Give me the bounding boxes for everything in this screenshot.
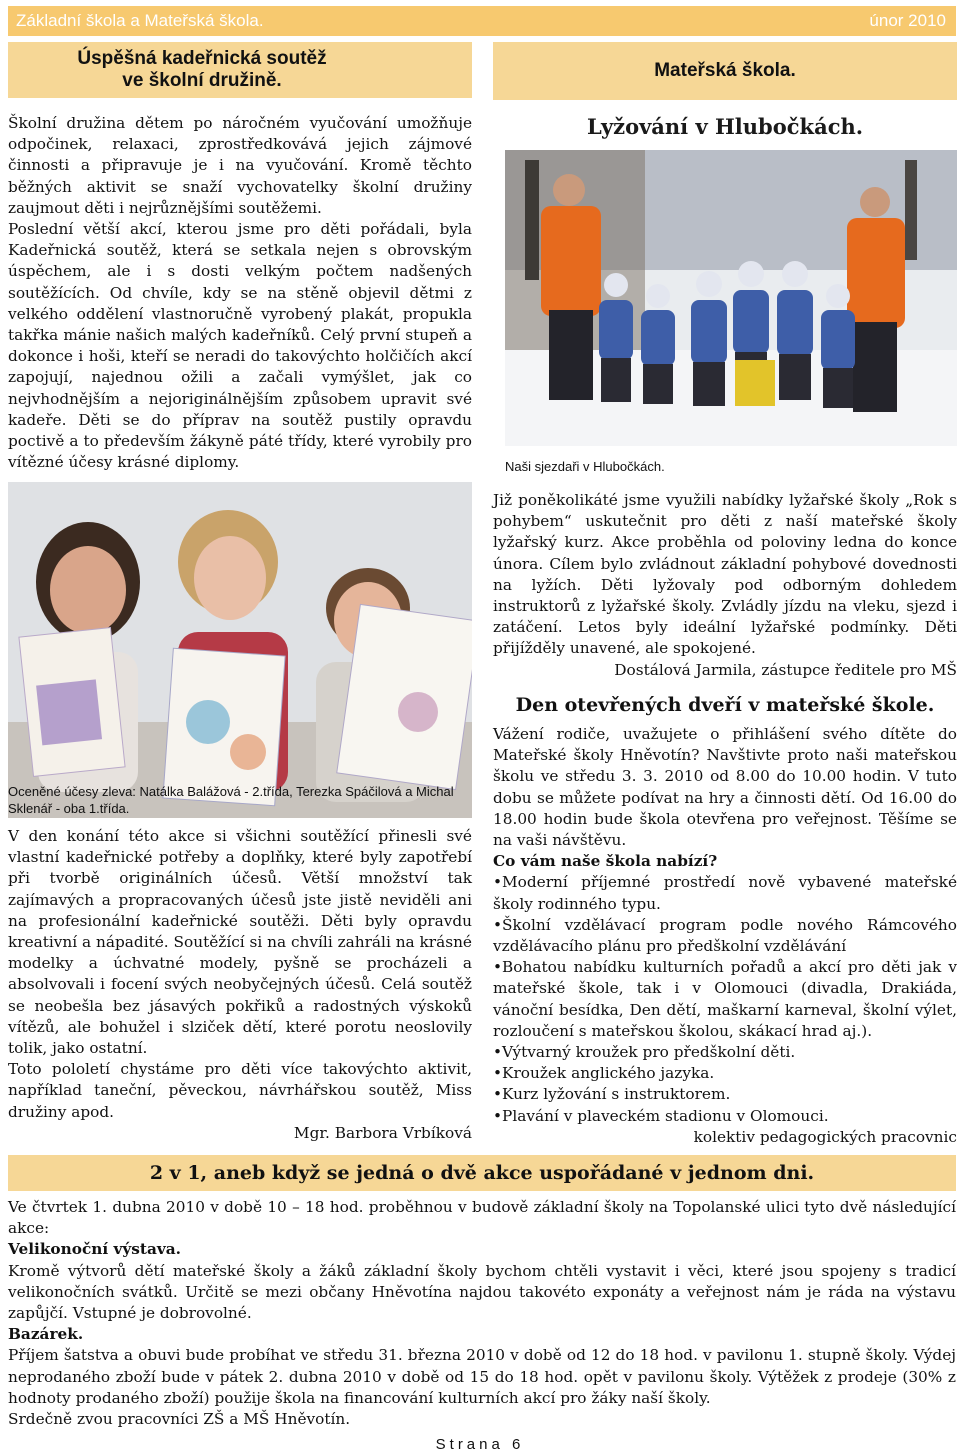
left-article-signature: Mgr. Barbora Vrbíková [293, 1123, 472, 1142]
left-article-title-box [8, 42, 472, 98]
left-article-para4: Toto pololetí chystáme pro děti více takovýchto aktivit, například taneční, pěveckou, návrhářskou soutěž, Miss družiny apod. [8, 1060, 472, 1121]
list-item: •Moderní příjemné prostředí nově vybavené mateřské školy rodinného typu. [493, 873, 957, 913]
bazaar-text: Příjem šatstva a obuvi bude probíhat ve středu 31. března 2010 v době od 12 do 18 hod. v pavilonu 1. stupně školy. Výdej neprodaného zboží bude v pátek 2. dubna 2010 v době od 15 do 18 hod. opět v pavilonu školy. Výtěžek z prodeje (30% z hodnoty prodaného zboží) použije škola na financování kulturních akcí pro žáky naší školy. [8, 1346, 956, 1407]
left-article-para1: Školní družina dětem po náročném vyučování umožňuje odpočinek, relaxaci, zprostředkovává jejich zájmové činnosti a připravuje je i na vyučování. Kromě těchto běžných aktivit se snaží vychovatelky školní družiny zaujmout děti i nejrůznějšími soutěžemi. [8, 114, 472, 217]
list-item: •Kroužek anglického jazyka. [493, 1064, 715, 1083]
open-house-para1: Vážení rodiče, uvažujete o přihlášení svého dítěte do Mateřské školy Hněvotín? Navštivte proto naši mateřskou školu ve středu 3. 3. 2010 od 8.00 do 10.00 hodin. V tuto dobu se můžete podívat na hry a činnosti dětí. Od 16.00 do 18.00 hodin bude škola otevřena pro veřejnost. Těšíme se na vaši návštěvu. [493, 725, 957, 850]
skiing-photo-illustration [505, 150, 957, 446]
skiing-photo [505, 150, 957, 446]
hairstyle-photo [8, 482, 472, 818]
open-house-body [493, 724, 957, 1148]
header-date: únor 2010 [869, 11, 946, 30]
left-article-body-bottom [8, 826, 472, 1144]
list-item: •Bohatou nabídku kulturních pořadů a akcí pro děti jak v mateřské škole, tak i v Olomouci (divadla, Drakiáda, vánoční besídka, Den dětí, maškarní karneval, školní výlet, rozloučení s mateřskou školou, skákací hrad aj.). [493, 958, 957, 1040]
hairstyle-photo-caption: Oceněné účesy zleva: Natálka Balážová - 2.třída, Terezka Spáčilová a Michal Sklenář - oba 1.třída. [8, 784, 454, 816]
left-article-title-line1: Úspěšná kadeřnická soutěž [77, 48, 327, 69]
bazaar-heading: Bazárek. [8, 1325, 84, 1344]
skiing-photo-caption: Naši sjezdaři v Hlubočkách. [505, 459, 665, 474]
skiing-article-body [493, 490, 957, 681]
right-section-title-box [493, 42, 957, 100]
bottom-article-title-bar [8, 1155, 956, 1191]
easter-exhibition-text: Kromě výtvorů dětí mateřské školy a žáků základní školy bychom chtěli vystavit i věci, které jsou spojeny s tradicí velikonočních svátků. Určitě se mezi občany Hněvotína najdou takovéto exponáty a veřejnost nám je ráda na výstavu zapůjčí. Vstupné je dobrovolné. [8, 1261, 956, 1323]
list-item: •Školní vzdělávací program podle nového Rámcového vzdělávacího plánu pro předškolní vzdělávání [493, 915, 957, 956]
open-house-title: Den otevřených dveří v mateřské škole. [515, 694, 935, 716]
bottom-intro: Ve čtvrtek 1. dubna 2010 v době 10 – 18 hod. proběhnou v budově základní školy na Topolanské ulici tyto dvě následující akce: [8, 1198, 956, 1238]
left-article-body-top [8, 113, 472, 473]
bottom-article-body [8, 1197, 956, 1430]
left-article-title-line2: ve školní družině. [122, 70, 282, 91]
open-house-subtitle: Co vám naše škola nabízí? [493, 852, 718, 871]
page-header [8, 6, 956, 36]
left-article-para3: V den konání této akce si všichni soutěžící přinesli své vlastní kadeřnické potřeby a doplňky, které byly zapotřebí při tvorbě originálních účesů. Větší množství tak zajímavých a propracovaných účesů jste jistě neviděli ani na profesionální kadeřnické soutěži. Děti byly opravdu kreativní a nápadité. Soutěžící si na chvíli zahráli na krásné modelky a úchvatné modely, pyšně se procházeli a absolvovali i focení svých neobyčejných účesů. Celá soutěž se neobešla bez jásavých pokřiků a radostných výskoků vítězů, ale bohužel i slziček dětí, které porotu neoslovily tolik, jako ostatní. [8, 827, 472, 1058]
list-item: •Výtvarný kroužek pro předškolní děti. [493, 1043, 796, 1062]
list-item: •Kurz lyžování s instruktorem. [493, 1085, 731, 1104]
skiing-article-para1: Již poněkolikáté jsme využili nabídky lyžařské školy „Rok s pohybem“ uskutečnit pro děti z naší mateřské školy lyžařský kurz. Akce proběhla od poloviny ledna do konce února. Cílem bylo zvládnout základní pohybové dovednosti na lyžích. Děti lyžovaly pod odborným dohledem instruktorů z lyžařské školy. Zvládly jízdu na vleku, sjezd i zatáčení. Letos byly ideální lyžařské podmínky. Děti přijížděly unavené, ale spokojené. [493, 491, 957, 658]
bottom-invitation: Srdečně zvou pracovníci ZŠ a MŠ Hněvotín. [8, 1410, 351, 1429]
skiing-article-signature: Dostálová Jarmila, zástupce ředitele pro MŠ [614, 660, 957, 679]
hairstyle-photo-illustration [8, 482, 472, 818]
open-house-signature: kolektiv pedagogických pracovnic [693, 1127, 957, 1146]
bottom-article-title: 2 v 1, aneb když se jedná o dvě akce uspořádané v jednom dni. [149, 1162, 815, 1184]
header-school-name: Základní škola a Mateřská škola. [16, 11, 264, 30]
skiing-article-title: Lyžování v Hlubočkách. [586, 114, 864, 139]
list-item: •Plavání v plaveckém stadionu v Olomouci. [493, 1106, 829, 1125]
open-house-offer-list [493, 872, 957, 1126]
page-number: Strana 6 [435, 1436, 525, 1453]
right-section-title: Mateřská škola. [654, 60, 796, 81]
left-article-para2: Poslední větší akcí, kterou jsme pro děti pořádali, byla Kadeřnická soutěž, která se setkala nejen s obrovským úspěchem, ale i s dosti velkým počtem nadšených soutěžících. Od chvíle, kdy se na stěně objevil dětmi z velkého oddělení vlastnoručně vyrobený plakát, propukla takřka mánie našich malých kadeřníků. Celý první stupeň a dokonce i hoši, kteří se neradi do takovýchto holčičích akcí zapojují, najednou ožili a začali vymýšlet, jak co nejvhodnějším a nejoriginálnějším způsobem upravit své kadeře. Děti se do příprav na soutěž pustily opravdu poctivě a to především žákyně páté třídy, které vyrobily pro vítězné účesy krásné diplomy. [8, 220, 472, 472]
easter-exhibition-heading: Velikonoční výstava. [8, 1240, 182, 1259]
